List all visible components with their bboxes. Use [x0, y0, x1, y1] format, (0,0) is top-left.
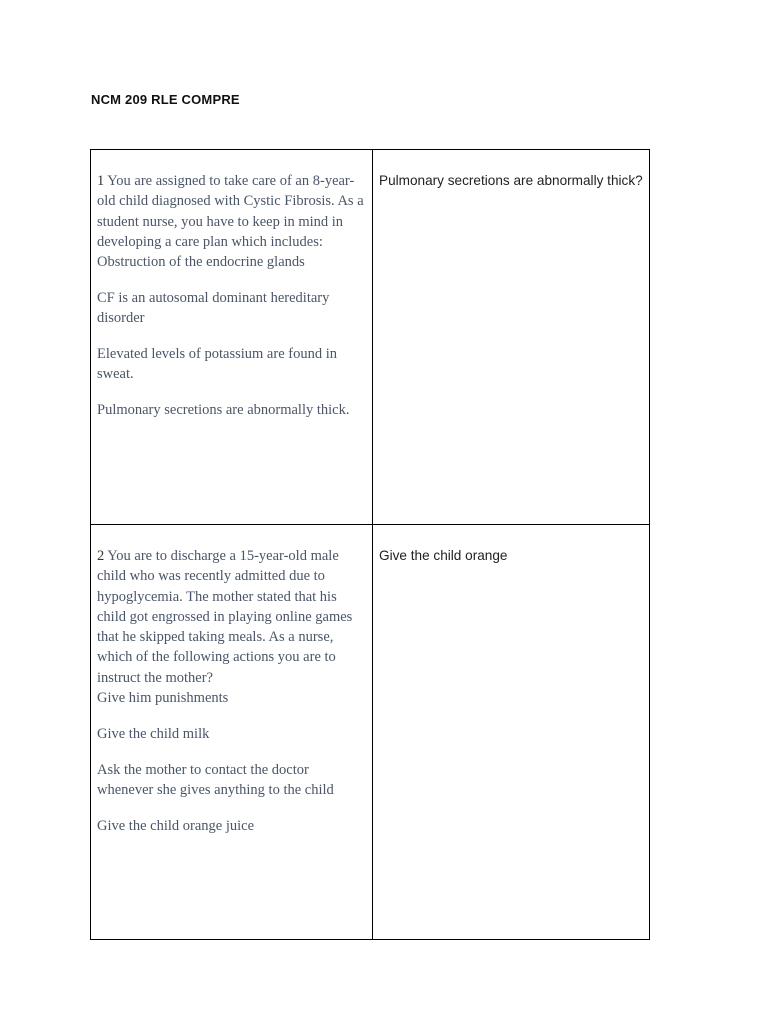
question-number: 2 — [97, 548, 105, 564]
answer-option: Pulmonary secretions are abnormally thick. — [97, 402, 350, 419]
table-row — [91, 150, 650, 525]
question-stem — [97, 171, 366, 252]
answer-text: Pulmonary secretions are abnormally thick? — [379, 173, 643, 188]
question-answer-table — [90, 149, 650, 940]
question-number: 1 — [97, 173, 105, 189]
answer-cell — [373, 525, 650, 940]
question-text: You are to discharge a 15-year-old male child who was recently admitted due to hypoglycemia. The mother stated that his child got engrossed in playing online games that he skipped taking meals. As a nurse, which of the following actions you are to instruct the mother? — [97, 548, 353, 686]
answer-option: Ask the mother to contact the doctor whenever she gives anything to the child — [97, 761, 334, 798]
table-row — [91, 525, 650, 940]
answer-option: Give the child orange juice — [97, 817, 255, 834]
answer-cell — [373, 150, 650, 525]
question-cell — [91, 150, 373, 525]
answer-option: CF is an autosomal dominant hereditary disorder — [97, 289, 330, 327]
question-stem — [97, 546, 366, 688]
document-title: NCM 209 RLE COMPRE — [91, 92, 240, 107]
answer-option: Obstruction of the endocrine glands — [97, 254, 305, 271]
question-text: You are assigned to take care of an 8-year-old child diagnosed with Cystic Fibrosis. As a student nurse, you have to keep in mind in developing a care plan which includes: — [97, 173, 364, 250]
answer-text: Give the child orange — [379, 548, 508, 563]
question-cell — [91, 525, 373, 940]
answer-option: Elevated levels of potassium are found in sweat. — [97, 346, 337, 383]
answer-option: Give the child milk — [97, 725, 210, 742]
answer-option: Give him punishments — [97, 690, 229, 707]
